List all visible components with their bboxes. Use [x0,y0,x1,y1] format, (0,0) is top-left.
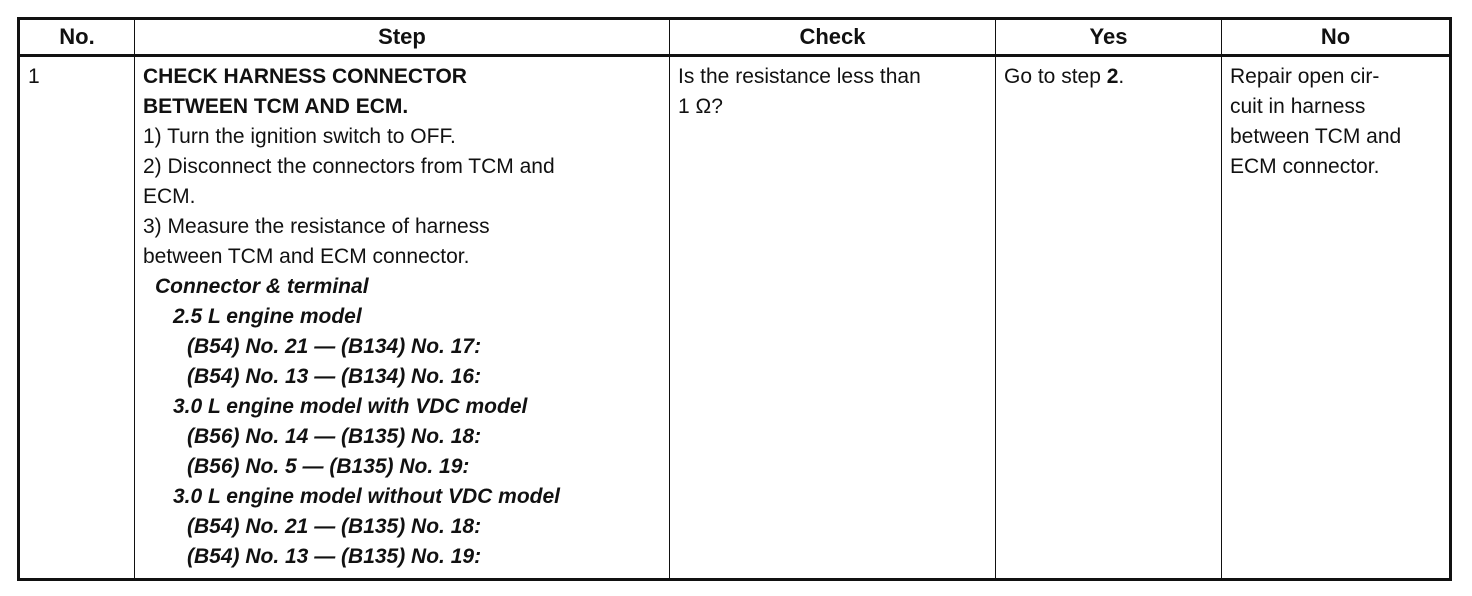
step-instruction: 2) Disconnect the connectors from TCM and [143,155,555,178]
yes-step-number: 2 [1106,65,1119,88]
spec-model: 3.0 L engine model without VDC model [173,485,560,508]
header-no: No. [19,19,135,56]
step-number: 1 [19,56,135,580]
step-title-line: CHECK HARNESS CONNECTOR [143,65,467,88]
spec-item: (B56) No. 5 — (B135) No. 19: [187,455,470,478]
spec-model: 3.0 L engine model with VDC model [173,395,528,418]
header-row [19,19,1451,56]
yes-prefix: Go to step [1004,65,1107,88]
check-cell [670,56,996,580]
spec-heading: Connector & terminal [155,275,369,298]
no-line: between TCM and [1230,125,1402,148]
spec-model: 2.5 L engine model [173,305,362,328]
step-title-line: BETWEEN TCM AND ECM. [143,95,409,118]
step-cell [135,56,670,580]
no-line: cuit in harness [1230,95,1366,118]
no-line: ECM connector. [1230,155,1380,178]
check-line: 1 Ω? [678,95,723,118]
step-instruction: 3) Measure the resistance of harness [143,215,490,238]
header-yes: Yes [996,19,1222,56]
check-line: Is the resistance less than [678,65,921,88]
header-no-result: No [1222,19,1451,56]
table-row [19,56,1451,580]
step-instruction: ECM. [143,185,196,208]
spec-item: (B54) No. 13 — (B134) No. 16: [187,365,482,388]
yes-cell [996,56,1222,580]
spec-item: (B54) No. 13 — (B135) No. 19: [187,545,482,568]
no-line: Repair open cir- [1230,65,1380,88]
header-step: Step [135,19,670,56]
spec-item: (B56) No. 14 — (B135) No. 18: [187,425,482,448]
diagnostic-table [17,17,1452,581]
step-instruction: 1) Turn the ignition switch to OFF. [143,125,456,148]
yes-text [1004,62,1213,92]
spec-item: (B54) No. 21 — (B134) No. 17: [187,335,482,358]
step-instruction: between TCM and ECM connector. [143,245,470,268]
no-cell [1222,56,1451,580]
header-check: Check [670,19,996,56]
yes-suffix: . [1118,65,1125,88]
spec-item: (B54) No. 21 — (B135) No. 18: [187,515,482,538]
